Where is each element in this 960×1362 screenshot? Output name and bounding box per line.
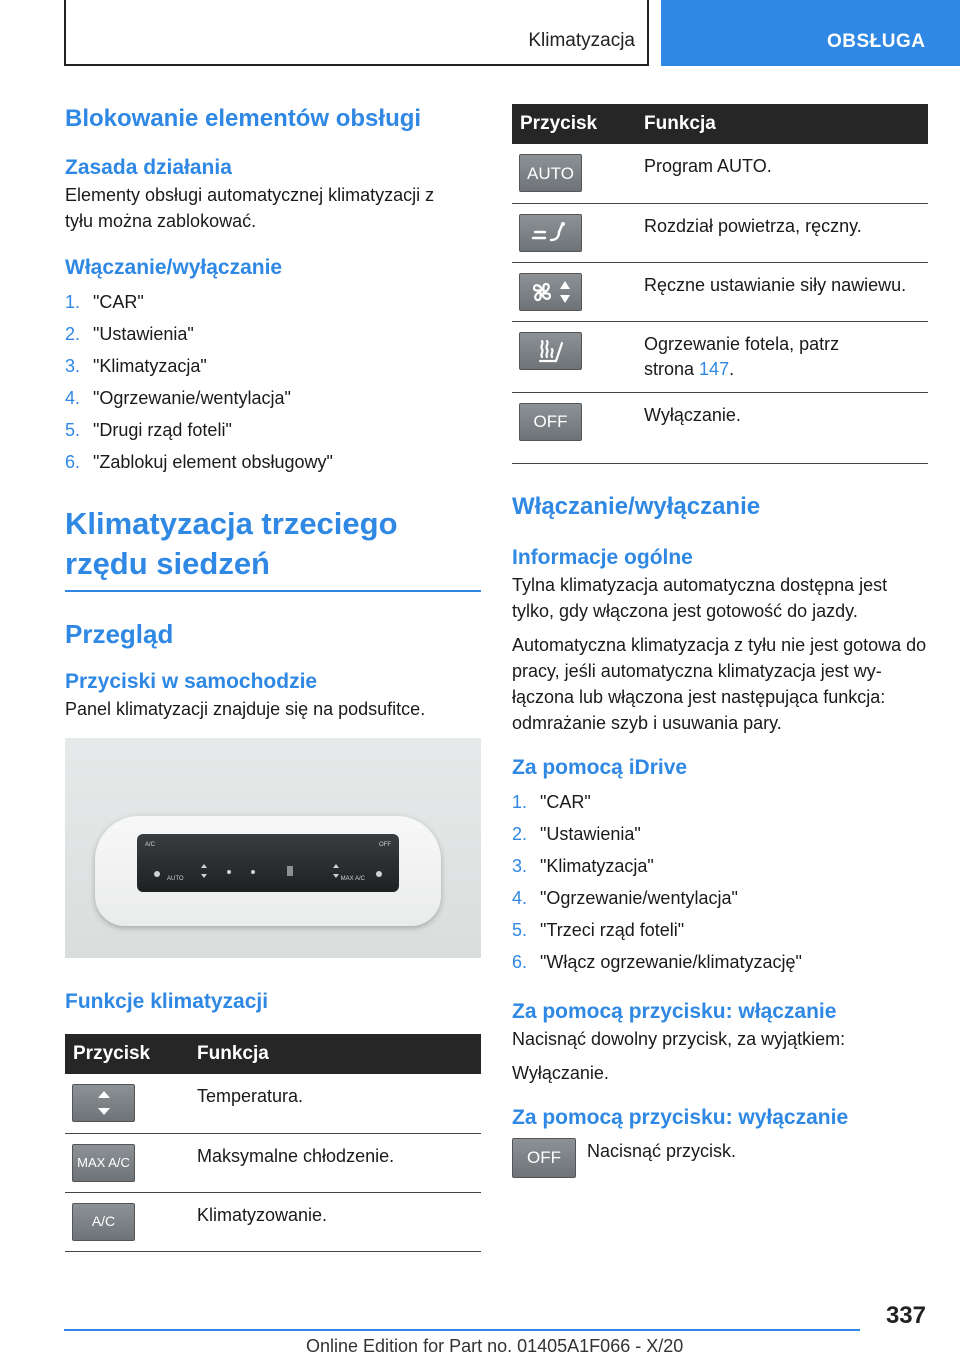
- table-cell-function: Program AUTO.: [636, 144, 928, 203]
- max-ac-key-icon: MAX A/C: [72, 1144, 135, 1182]
- paragraph-info-1: Tylna klimatyzacja automatyczna dostępna jest tylko, gdy włączona jest gotowość do jazdy.: [512, 574, 888, 621]
- paragraph-info-2: Automatyczna klimatyzacja z tyłu nie jest gotowa do pracy, jeśli automatyczna klimatyzacja jest wy-łączona lub włączona jest następująca funkcja: odmrażanie szyb i usuwania pary.: [512, 634, 927, 733]
- heading-onoff-left: Włączanie/wyłączanie: [65, 256, 283, 279]
- heading-button-on: Za pomocą przycisku: włączanie: [512, 999, 837, 1023]
- table-row: [512, 203, 928, 262]
- rear-climate-panel: A/C OFF AUTO MAX A/C: [137, 834, 399, 892]
- page-number: 337: [885, 1302, 926, 1329]
- table-cell-function: Ręczne ustawianie siły nawiewu.: [636, 262, 928, 321]
- table-header-function: Funkcja: [189, 1034, 481, 1074]
- table-header-button: Przycisk: [65, 1034, 189, 1074]
- heading-zasada: Zasada działania: [65, 156, 232, 179]
- button-off-row: [512, 1138, 928, 1178]
- footer-divider: [64, 1329, 860, 1331]
- heading-onoff-right: Włączanie/wyłączanie: [512, 492, 761, 520]
- list-item: 1. "CAR": [512, 791, 591, 812]
- table-cell-function: Wyłączanie.: [636, 392, 928, 463]
- steps-list-right: [512, 786, 928, 978]
- header-section-title: Klimatyzacja: [528, 30, 635, 51]
- table-header-button: Przycisk: [512, 104, 636, 144]
- table-cell-function: Temperatura.: [189, 1074, 481, 1133]
- table-cell-function: Maksymalne chłodzenie.: [189, 1133, 481, 1192]
- control-panel-photo: [65, 738, 481, 958]
- header-chapter-tab: [661, 0, 960, 66]
- air-distribution-icon: [519, 214, 582, 252]
- heading-info: Informacje ogólne: [512, 545, 693, 569]
- list-item: 3. "Klimatyzacja": [65, 356, 207, 376]
- functions-table-right: [512, 104, 928, 464]
- list-item: 2. "Ustawienia": [65, 324, 194, 344]
- steps-list-left: [65, 286, 481, 478]
- auto-key-icon: AUTO: [519, 154, 582, 192]
- table-row: [512, 321, 928, 392]
- footer-edition: Online Edition for Part no. 01405A1F066 - X/20: [306, 1336, 684, 1356]
- temperature-arrows-icon: [72, 1084, 135, 1122]
- header-section-box: [64, 0, 649, 66]
- paragraph-button-on-1: Nacisnąć dowolny przycisk, za wyjątkiem:: [512, 1028, 846, 1049]
- chapter-title: Klimatyzacja trzeciego rzędu siedzeń: [65, 504, 481, 592]
- page-link-147[interactable]: 147: [699, 358, 730, 379]
- right-column: [512, 104, 928, 1178]
- table-header-function: Funkcja: [636, 104, 928, 144]
- heading-przyciski: Przyciski w samochodzie: [65, 670, 318, 693]
- paragraph-zasada: Elementy obsługi automatycznej klimatyzacji z tyłu można zablokować.: [65, 185, 435, 231]
- header-chapter-label: OBSŁUGA: [827, 31, 926, 52]
- list-item: 6. "Włącz ogrzewanie/klimatyzację": [512, 951, 802, 972]
- heading-przeglad: Przegląd: [65, 619, 174, 649]
- table-cell-function: Ogrzewanie fotela, patrz strona 147.: [636, 321, 928, 392]
- table-row: [65, 1074, 481, 1133]
- table-row: [512, 392, 928, 463]
- section-title-blocking: Blokowanie elementów obsługi: [65, 105, 422, 132]
- paragraph-button-on-2: Wyłączanie.: [512, 1062, 609, 1083]
- paragraph-button-off: Nacisnąć przycisk.: [587, 1140, 737, 1161]
- paragraph-przyciski: Panel klimatyzacji znajduje się na podsufitce.: [65, 699, 426, 719]
- table-cell-function: Klimatyzowanie.: [189, 1192, 481, 1251]
- list-item: 4. "Ogrzewanie/wentylacja": [65, 388, 291, 408]
- list-item: 2. "Ustawienia": [512, 823, 641, 844]
- off-key-icon: OFF: [519, 403, 582, 441]
- left-column: [65, 104, 481, 1252]
- table-row: [65, 1133, 481, 1192]
- heading-idrive: Za pomocą iDrive: [512, 755, 688, 779]
- heading-funkcje: Funkcje klimatyzacji: [65, 990, 269, 1013]
- table-row: [512, 144, 928, 203]
- list-item: 4. "Ogrzewanie/wentylacja": [512, 887, 738, 908]
- list-item: 5. "Drugi rząd foteli": [65, 420, 232, 440]
- ac-key-icon: A/C: [72, 1203, 135, 1241]
- table-row: [65, 1192, 481, 1251]
- fan-speed-icon: [519, 273, 582, 311]
- seat-heating-icon: [519, 332, 582, 370]
- panel-buttons-icon: [137, 834, 399, 892]
- list-item: 6. "Zablokuj element obsługowy": [65, 452, 333, 472]
- list-item: 1. "CAR": [65, 292, 144, 312]
- list-item: 5. "Trzeci rząd foteli": [512, 919, 685, 940]
- functions-table-left: [65, 1034, 481, 1252]
- off-key-icon: OFF: [512, 1138, 576, 1178]
- table-row: [512, 262, 928, 321]
- list-item: 3. "Klimatyzacja": [512, 855, 654, 876]
- heading-button-off: Za pomocą przycisku: wyłączanie: [512, 1105, 849, 1129]
- table-cell-function: Rozdział powietrza, ręczny.: [636, 203, 928, 262]
